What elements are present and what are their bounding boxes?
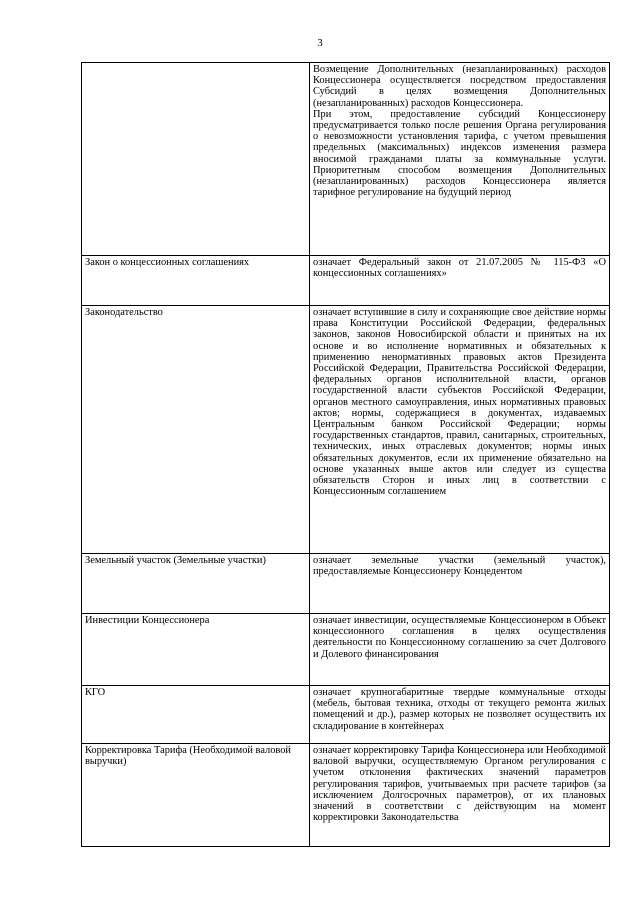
definition-paragraph: При этом, предоставление субсидий Концессионеру предусматривается только после решения Органа регулирования о невозможности установления тарифа, с учетом превышения предельных (максимальных) индексов изменения размера вносимой гражданами платы за коммунальные услуги. Приоритетным способом возмещения Дополнительных (незапланированных) расходов Концессионера является тарифное регулирование на будущий период xyxy=(313,108,606,199)
term-cell: Земельный участок (Земельные участки) xyxy=(82,554,310,614)
table-row xyxy=(82,554,610,614)
table-row xyxy=(82,614,610,686)
definition-paragraph: Возмещение Дополнительных (незапланированных) расходов Концессионера осуществляется посредством предоставления Субсидий в целях возмещения Дополнительных (незапланированных) расходов Концессионера. xyxy=(313,64,606,109)
term-cell: КГО xyxy=(82,686,310,744)
definition-paragraph: означает инвестиции, осуществляемые Концессионером в Объект концессионного соглашения в целях осуществления деятельности по Концессионному соглашению за счет Долгового и Долевого финансирования xyxy=(313,615,606,660)
definition-paragraph: означает крупногабаритные твердые коммунальные отходы (мебель, бытовая техника, отходы от текущего ремонта жилых помещений и др.), размер которых не позволяет осуществить их складирование в контейнерах xyxy=(313,687,606,732)
definition-paragraph: означает вступившие в силу и сохраняющие свое действие нормы права Конституции Российской Федерации, федеральных законов, законов Новосибирской области и принятых на их основе и во исполнение нормативных и обязательных к применению ненормативных правовых актов Президента Российской Федерации, Правительства Российской Федерации, федеральных органов исполнительной власти, органов государственной власти субъектов Российской Федерации, органов местного самоуправления, иных нормативных правовых актов; нормы, содержащиеся в документах, издаваемых Центральным банком Российской Федерации; нормы государственных стандартов, правил, санитарных, строительных, технических, иных отраслевых документов; нормы иных обязательных документов, если их применение обязательно на основе указанных выше актов или следует из существа обязательств Сторон и иных лиц в соответствии с Концессионным соглашением xyxy=(313,307,606,498)
definition-cell xyxy=(310,306,610,554)
definition-paragraph: означает Федеральный закон от 21.07.2005 № 115-ФЗ «О концессионных соглашениях» xyxy=(313,257,606,280)
term-cell: Инвестиции Концессионера xyxy=(82,614,310,686)
table-row xyxy=(82,256,610,306)
term-cell: Закон о концессионных соглашениях xyxy=(82,256,310,306)
definition-paragraph: означает корректировку Тарифа Концессионера или Необходимой валовой выручки, осуществляемую Органом регулирования с учетом отклонения фактических значений параметров регулирования тарифов, учитываемых при расчете тарифов (за исключением Долгосрочных параметров), от их плановых значений в соответствии с действующим на момент корректировки Законодательства xyxy=(313,745,606,824)
term-cell: Законодательство xyxy=(82,306,310,554)
page-number: 3 xyxy=(317,37,323,49)
term-cell xyxy=(82,63,310,256)
definition-cell xyxy=(310,256,610,306)
table-row xyxy=(82,306,610,554)
definition-cell xyxy=(310,744,610,847)
table-row xyxy=(82,744,610,847)
definition-cell xyxy=(310,614,610,686)
table-row xyxy=(82,686,610,744)
definition-cell xyxy=(310,63,610,256)
definition-cell xyxy=(310,686,610,744)
definitions-table xyxy=(81,62,610,847)
table-row xyxy=(82,63,610,256)
term-cell: Корректировка Тарифа (Необходимой валовой выручки) xyxy=(82,744,310,847)
definition-paragraph: означает земельные участки (земельный участок), предоставляемые Концессионеру Концедентом xyxy=(313,555,606,578)
definition-cell xyxy=(310,554,610,614)
